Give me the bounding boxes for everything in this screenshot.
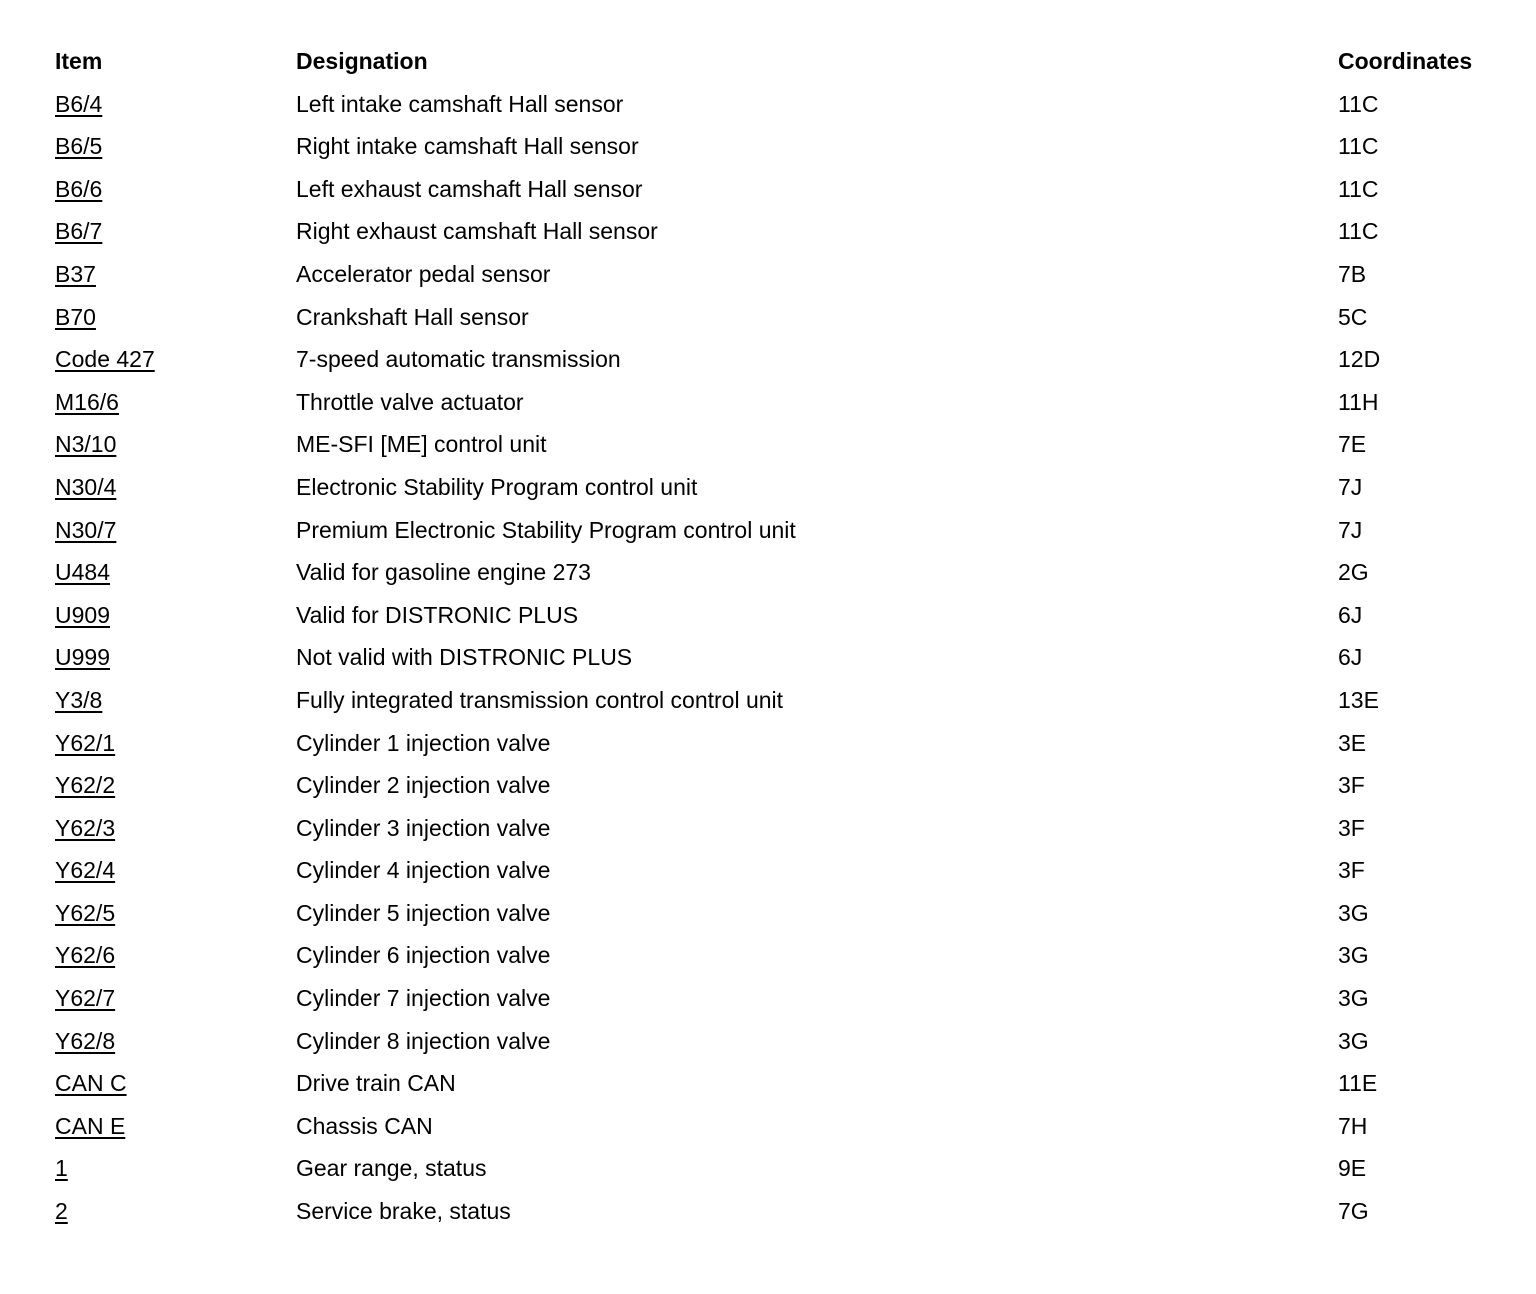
- coordinates-cell: 3F: [1338, 814, 1365, 841]
- coordinates-cell: 5C: [1338, 303, 1368, 330]
- table-row: [55, 1020, 1495, 1063]
- table-row: [55, 296, 1495, 339]
- item-cell: [55, 338, 296, 381]
- designation-cell: Gear range, status: [296, 1155, 487, 1182]
- item-link[interactable]: M16/6: [55, 388, 119, 415]
- item-link[interactable]: 2: [55, 1198, 68, 1225]
- item-link[interactable]: 1: [55, 1155, 68, 1182]
- table-row: [55, 551, 1495, 594]
- designation-cell: Chassis CAN: [296, 1112, 433, 1139]
- table-row: [55, 381, 1495, 424]
- designation-cell: Premium Electronic Stability Program control unit: [296, 516, 796, 543]
- item-link[interactable]: Y62/8: [55, 1027, 116, 1054]
- item-cell: [55, 125, 296, 168]
- header-row: [55, 40, 1495, 83]
- designation-cell: Service brake, status: [296, 1198, 511, 1225]
- table-row: [55, 125, 1495, 168]
- item-link[interactable]: Y62/2: [55, 772, 116, 799]
- item-cell: [55, 977, 296, 1020]
- table-row: [55, 509, 1495, 552]
- table-row: [55, 1190, 1495, 1233]
- coordinates-cell: 3G: [1338, 899, 1369, 926]
- table-row: [55, 1147, 1495, 1190]
- table-row: [55, 168, 1495, 211]
- table-row: [55, 807, 1495, 850]
- designation-cell: Valid for DISTRONIC PLUS: [296, 601, 579, 628]
- component-legend-table: [55, 40, 1495, 1233]
- designation-cell: Fully integrated transmission control control unit: [296, 686, 784, 713]
- item-link[interactable]: U999: [55, 644, 110, 671]
- item-cell: [55, 551, 296, 594]
- item-cell: [55, 892, 296, 935]
- item-link[interactable]: B6/4: [55, 90, 103, 117]
- coordinates-cell: 2G: [1338, 559, 1369, 586]
- item-cell: [55, 466, 296, 509]
- designation-cell: Cylinder 6 injection valve: [296, 942, 551, 969]
- table-row: [55, 423, 1495, 466]
- designation-cell: Accelerator pedal sensor: [296, 260, 551, 287]
- item-cell: [55, 1105, 296, 1148]
- coordinates-cell: 7J: [1338, 473, 1363, 500]
- designation-cell: Throttle valve actuator: [296, 388, 524, 415]
- table-row: [55, 253, 1495, 296]
- item-cell: [55, 381, 296, 424]
- coordinates-cell: 7H: [1338, 1112, 1368, 1139]
- coordinates-cell: 11C: [1338, 218, 1379, 245]
- item-cell: [55, 764, 296, 807]
- table-header: [55, 40, 1495, 83]
- item-cell: [55, 168, 296, 211]
- item-link[interactable]: Y62/3: [55, 814, 116, 841]
- coordinates-cell: 3F: [1338, 857, 1365, 884]
- table-row: [55, 934, 1495, 977]
- item-link[interactable]: CAN C: [55, 1070, 127, 1097]
- item-link[interactable]: B70: [55, 303, 96, 330]
- item-link[interactable]: Y62/6: [55, 942, 116, 969]
- item-link[interactable]: N30/7: [55, 516, 117, 543]
- coordinates-cell: 13E: [1338, 686, 1379, 713]
- item-cell: [55, 1020, 296, 1063]
- coordinates-cell: 7G: [1338, 1198, 1369, 1225]
- item-cell: [55, 1062, 296, 1105]
- item-link[interactable]: Y62/7: [55, 985, 116, 1012]
- item-link[interactable]: Y62/1: [55, 729, 116, 756]
- table-row: [55, 849, 1495, 892]
- table-row: [55, 892, 1495, 935]
- coordinates-cell: 11H: [1338, 388, 1379, 415]
- coordinates-cell: 11C: [1338, 133, 1379, 160]
- coordinates-cell: 7B: [1338, 260, 1367, 287]
- coordinates-cell: 7J: [1338, 516, 1363, 543]
- table-row: [55, 594, 1495, 637]
- coordinates-cell: 11E: [1338, 1070, 1378, 1097]
- item-link[interactable]: Code 427: [55, 346, 155, 373]
- coordinates-cell: 12D: [1338, 346, 1381, 373]
- table-row: [55, 466, 1495, 509]
- designation-cell: Cylinder 2 injection valve: [296, 772, 551, 799]
- coordinates-cell: 3G: [1338, 985, 1369, 1012]
- table-row: [55, 679, 1495, 722]
- item-cell: [55, 849, 296, 892]
- item-cell: [55, 1190, 296, 1233]
- item-link[interactable]: B37: [55, 260, 96, 287]
- designation-cell: Cylinder 1 injection valve: [296, 729, 551, 756]
- coordinates-cell: 11C: [1338, 90, 1379, 117]
- designation-cell: Electronic Stability Program control unit: [296, 473, 698, 500]
- item-cell: [55, 594, 296, 637]
- designation-cell: Crankshaft Hall sensor: [296, 303, 529, 330]
- designation-cell: Left exhaust camshaft Hall sensor: [296, 175, 643, 202]
- designation-cell: Cylinder 8 injection valve: [296, 1027, 551, 1054]
- item-link[interactable]: N3/10: [55, 431, 117, 458]
- coordinates-cell: 3G: [1338, 942, 1369, 969]
- item-cell: [55, 934, 296, 977]
- coordinates-cell: 3F: [1338, 772, 1365, 799]
- item-link[interactable]: U909: [55, 601, 110, 628]
- table-row: [55, 636, 1495, 679]
- item-link[interactable]: Y62/4: [55, 857, 116, 884]
- item-link[interactable]: Y62/5: [55, 899, 116, 926]
- item-link[interactable]: B6/5: [55, 133, 103, 160]
- designation-cell: ME-SFI [ME] control unit: [296, 431, 547, 458]
- designation-cell: Cylinder 7 injection valve: [296, 985, 551, 1012]
- table-body: [55, 83, 1495, 1233]
- item-cell: [55, 636, 296, 679]
- item-column-header: Item: [55, 48, 103, 74]
- table-row: [55, 210, 1495, 253]
- table-row: [55, 83, 1495, 126]
- item-cell: [55, 423, 296, 466]
- designation-cell: 7-speed automatic transmission: [296, 346, 621, 373]
- item-link[interactable]: CAN E: [55, 1112, 126, 1139]
- item-cell: [55, 509, 296, 552]
- item-cell: [55, 210, 296, 253]
- item-cell: [55, 296, 296, 339]
- item-link[interactable]: N30/4: [55, 473, 117, 500]
- item-cell: [55, 722, 296, 765]
- designation-cell: Drive train CAN: [296, 1070, 456, 1097]
- designation-cell: Cylinder 4 injection valve: [296, 857, 551, 884]
- coordinates-cell: 3G: [1338, 1027, 1369, 1054]
- designation-column-header: Designation: [296, 48, 428, 74]
- table-row: [55, 1062, 1495, 1105]
- table-row: [55, 1105, 1495, 1148]
- designation-cell: Cylinder 5 injection valve: [296, 899, 551, 926]
- item-link[interactable]: Y3/8: [55, 686, 103, 713]
- item-cell: [55, 807, 296, 850]
- item-cell: [55, 1147, 296, 1190]
- designation-cell: Left intake camshaft Hall sensor: [296, 90, 624, 117]
- coordinates-column-header: Coordinates: [1338, 48, 1473, 74]
- coordinates-cell: 3E: [1338, 729, 1367, 756]
- item-link[interactable]: B6/7: [55, 218, 103, 245]
- coordinates-cell: 6J: [1338, 601, 1363, 628]
- designation-cell: Not valid with DISTRONIC PLUS: [296, 644, 633, 671]
- coordinates-cell: 11C: [1338, 175, 1379, 202]
- item-cell: [55, 253, 296, 296]
- item-cell: [55, 679, 296, 722]
- coordinates-cell: 7E: [1338, 431, 1367, 458]
- table-row: [55, 764, 1495, 807]
- table-row: [55, 977, 1495, 1020]
- designation-cell: Right exhaust camshaft Hall sensor: [296, 218, 658, 245]
- item-link[interactable]: U484: [55, 559, 110, 586]
- coordinates-cell: 9E: [1338, 1155, 1367, 1182]
- table-row: [55, 722, 1495, 765]
- table-row: [55, 338, 1495, 381]
- item-cell: [55, 83, 296, 126]
- item-link[interactable]: B6/6: [55, 175, 103, 202]
- designation-cell: Cylinder 3 injection valve: [296, 814, 551, 841]
- designation-cell: Valid for gasoline engine 273: [296, 559, 591, 586]
- designation-cell: Right intake camshaft Hall sensor: [296, 133, 639, 160]
- coordinates-cell: 6J: [1338, 644, 1363, 671]
